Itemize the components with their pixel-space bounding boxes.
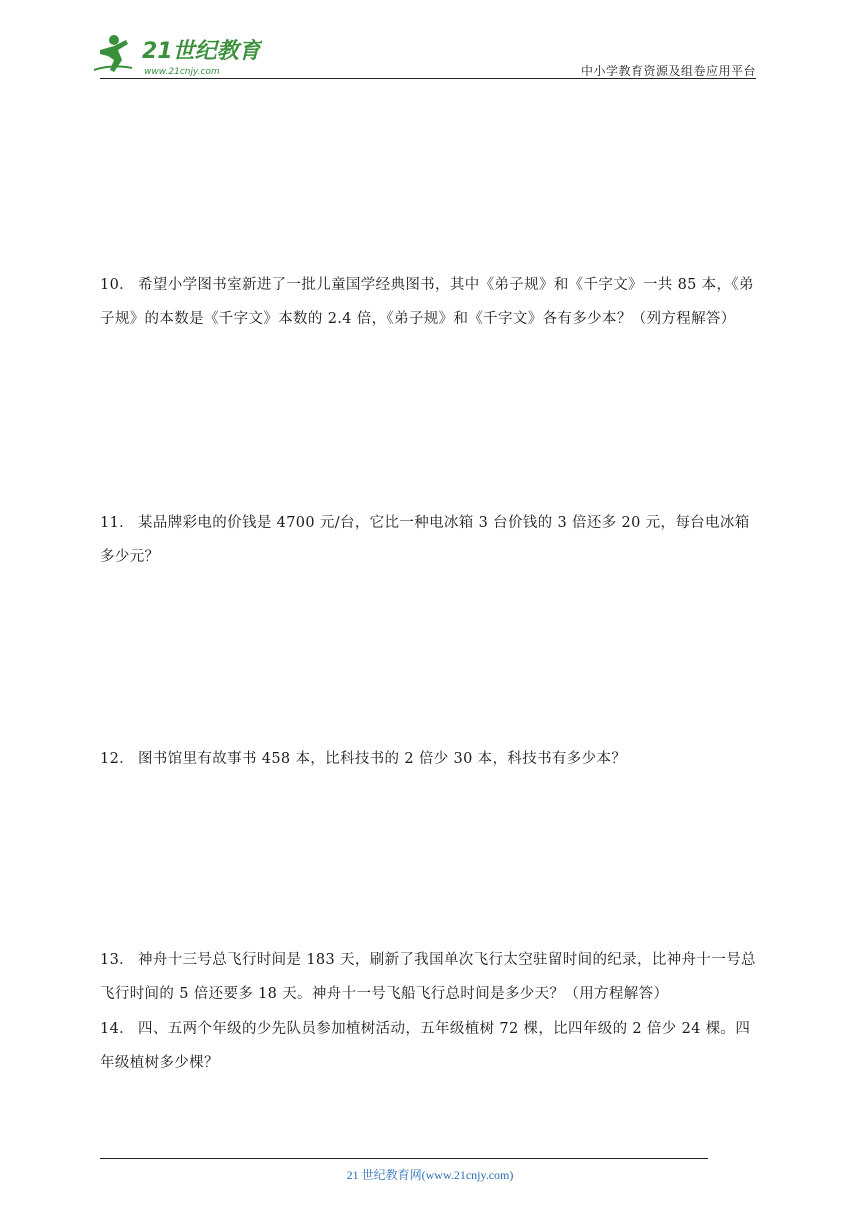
question-text: 神舟十三号总飞行时间是 183 天，刷新了我国单次飞行太空驻留时间的纪录，比神舟十一号总飞行时间的 5 倍还要多 18 天。神舟十一号飞船飞行总时间是多少天？（用方程解答） — [100, 952, 756, 1002]
page-header — [0, 0, 860, 90]
header-divider — [100, 78, 756, 79]
question-number: 10． — [100, 277, 135, 293]
question-text: 四、五两个年级的少先队员参加植树活动，五年级植树 72 棵，比四年级的 2 倍少 24 棵。四年级植树多少棵？ — [100, 1021, 751, 1071]
question-10 — [100, 268, 762, 336]
question-13 — [100, 943, 762, 1011]
question-text: 某品牌彩电的价钱是 4700 元/台，它比一种电冰箱 3 台价钱的 3 倍还多 20 元，每台电冰箱多少元？ — [100, 515, 750, 565]
question-text: 希望小学图书室新进了一批儿童国学经典图书，其中《弟子规》和《千字文》一共 85 本，《弟子规》的本数是《千字文》本数的 2.4 倍，《弟子规》和《千字文》各有多少本？（列方程解答） — [100, 277, 754, 327]
logo-text: 21世纪教育 — [142, 39, 261, 64]
question-number: 11． — [100, 515, 135, 531]
logo-url: www.21cnjy.com — [144, 67, 220, 77]
footer-divider — [100, 1158, 708, 1159]
question-number: 13． — [100, 952, 135, 968]
question-12 — [100, 742, 762, 776]
platform-label: 中小学教育资源及组卷应用平台 — [580, 64, 756, 78]
question-14 — [100, 1012, 762, 1080]
runner-icon — [94, 35, 132, 72]
question-text: 图书馆里有故事书 458 本，比科技书的 2 倍少 30 本，科技书有多少本？ — [138, 751, 627, 767]
question-number: 14． — [100, 1021, 135, 1037]
question-11 — [100, 506, 762, 574]
question-number: 12． — [100, 751, 135, 767]
footer-site-link[interactable]: 21 世纪教育网(www.21cnjy.com) — [346, 1168, 514, 1182]
site-logo — [92, 30, 262, 80]
